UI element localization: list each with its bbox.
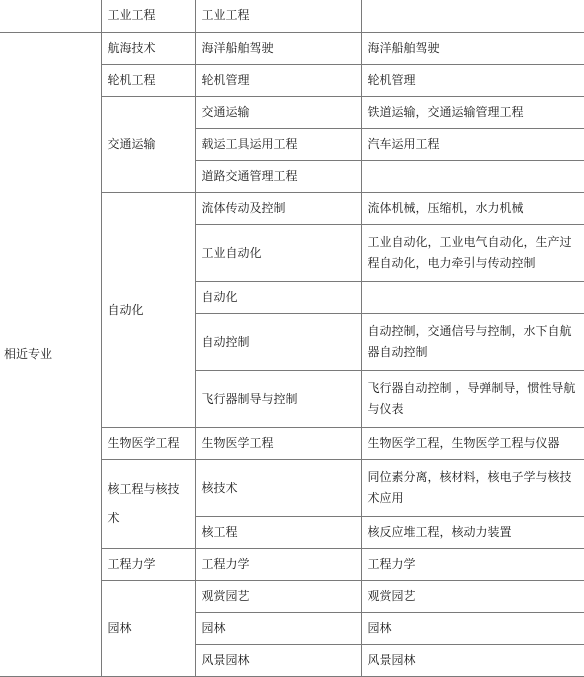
related-major-cell: 观赏园艺 [361,580,584,612]
major-cell: 工业自动化 [195,224,361,281]
related-major-cell: 风景园林 [361,644,584,676]
major-cell: 工业工程 [195,0,361,32]
major-cell: 核工程 [195,516,361,548]
related-major-cell [361,0,584,32]
major-cell: 道路交通管理工程 [195,160,361,192]
major-cell: 园林 [195,612,361,644]
table-row [0,0,584,32]
empty-cell [0,0,101,32]
category-cell: 轮机工程 [101,64,195,96]
related-major-cell [361,160,584,192]
table-row [0,32,584,64]
major-cell: 载运工具运用工程 [195,128,361,160]
major-cell: 交通运输 [195,96,361,128]
related-major-cell: 工业自动化，工业电气自动化，生产过程自动化，电力牵引与传动控制 [361,224,584,281]
related-major-cell: 飞行器自动控制 ，导弹制导，惯性导航与仪表 [361,370,584,427]
category-cell: 生物医学工程 [101,427,195,459]
category-cell: 工程力学 [101,548,195,580]
major-cell: 生物医学工程 [195,427,361,459]
section-label-cell: 相近专业 [0,32,101,676]
major-cell: 流体传动及控制 [195,192,361,224]
major-cell: 飞行器制导与控制 [195,370,361,427]
related-major-cell: 铁道运输，交通运输管理工程 [361,96,584,128]
related-major-cell [361,281,584,313]
related-major-cell: 汽车运用工程 [361,128,584,160]
major-cell: 核技术 [195,459,361,516]
related-major-cell: 工程力学 [361,548,584,580]
category-cell: 自动化 [101,192,195,427]
category-cell: 航海技术 [101,32,195,64]
major-cell: 观赏园艺 [195,580,361,612]
related-major-cell: 同位素分离，核材料，核电子学与核技术应用 [361,459,584,516]
major-cell: 自动化 [195,281,361,313]
category-cell: 交通运输 [101,96,195,192]
related-major-cell: 生物医学工程，生物医学工程与仪器 [361,427,584,459]
major-cell: 工程力学 [195,548,361,580]
related-major-cell: 自动控制，交通信号与控制，水下自航器自动控制 [361,313,584,370]
related-major-cell: 流体机械，压缩机，水力机械 [361,192,584,224]
major-cell: 轮机管理 [195,64,361,96]
related-major-cell: 轮机管理 [361,64,584,96]
major-cell: 自动控制 [195,313,361,370]
related-major-cell: 园林 [361,612,584,644]
related-major-cell: 海洋船舶驾驶 [361,32,584,64]
related-major-cell: 核反应堆工程，核动力装置 [361,516,584,548]
major-cell: 风景园林 [195,644,361,676]
category-cell: 核工程与核技术 [101,459,195,548]
category-cell: 园林 [101,580,195,676]
major-cell: 海洋船舶驾驶 [195,32,361,64]
category-cell: 工业工程 [101,0,195,32]
